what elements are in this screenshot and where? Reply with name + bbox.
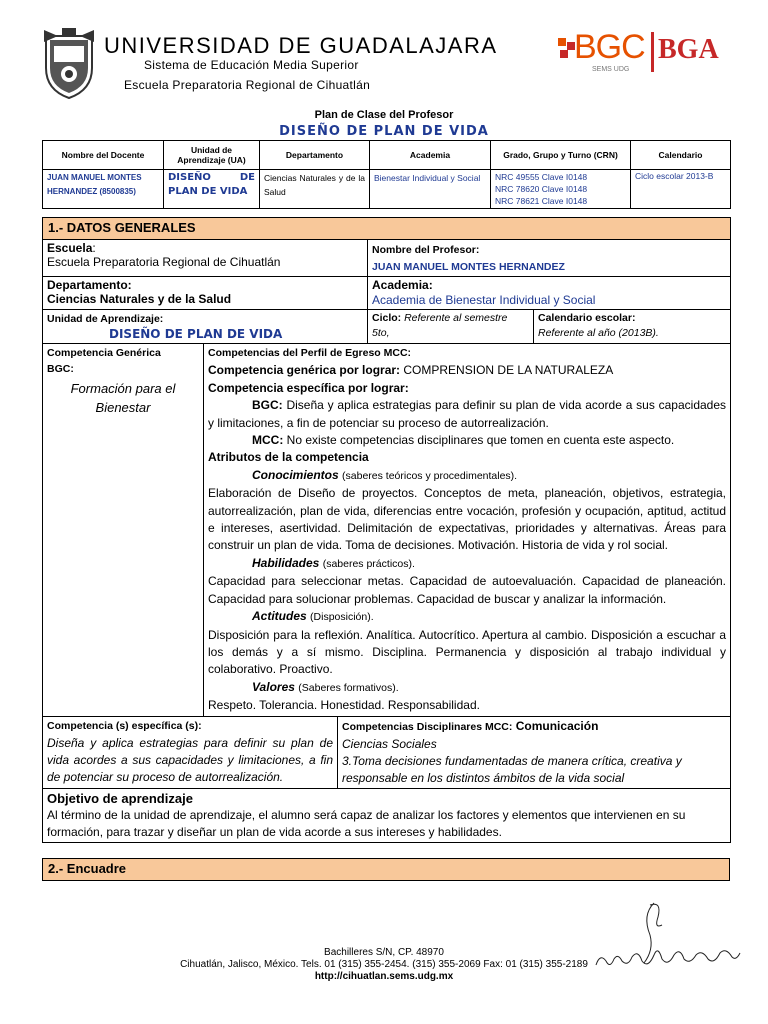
crn-item: NRC 78620 Clave I0148 <box>495 184 588 194</box>
habilidades-label: Habilidades <box>252 555 320 570</box>
disciplinares-value: Comunicación <box>515 718 599 733</box>
footer-url[interactable]: http://cihuatlan.sems.udg.mx <box>314 971 454 982</box>
mcc-text: No existe competencias disciplinares que tomen en cuenta este aspecto. <box>286 433 675 448</box>
bgc-logo <box>556 30 648 74</box>
generica-lograr-value: COMPRENSION DE LA NATURALEZA <box>403 363 614 378</box>
header-departamento: Departamento <box>260 141 370 170</box>
generica-lograr <box>208 362 726 379</box>
escuela-colon: : <box>92 241 96 255</box>
disciplinares-heading <box>342 718 726 736</box>
bgc-paragraph <box>208 397 726 432</box>
plan-title: Plan de Clase del Profesor <box>314 109 454 121</box>
sems-logo-text: SEMS UDG <box>592 66 630 73</box>
departamento-label: Departamento: <box>47 278 132 292</box>
actitudes-text: Disposición para la reflexión. Analítica. Autocrítico. Apertura al cambio. Disposición a escuchar a los demás y a sí mismo. Disciplina. Permanencia y disposición al trabajo individual y colaborativo. Proactivo. <box>208 627 727 677</box>
ciclo-label: Ciclo: <box>372 312 402 324</box>
ua-cell <box>43 310 368 344</box>
valores-heading <box>208 679 726 697</box>
university-name: UNIVERSIDAD DE GUADALAJARA <box>104 33 498 58</box>
calendario-cell <box>534 310 731 344</box>
escuela-cell <box>43 240 368 277</box>
academia-value: Academia de Bienestar Individual y Social <box>372 293 596 307</box>
escuela-label: Escuela <box>47 241 93 255</box>
habilidades-note: (saberes prácticos). <box>322 557 415 570</box>
crn-item: NRC 78621 Clave I0148 <box>495 196 588 206</box>
university-seal <box>40 26 98 100</box>
crn-item: NRC 49555 Clave I0148 <box>495 172 588 182</box>
especificas-label: Competencia (s) específica (s): <box>47 719 202 732</box>
objetivo-label: Objetivo de aprendizaje <box>47 790 193 806</box>
disciplinares-label: Competencias Disciplinares MCC: <box>342 720 513 733</box>
valores-label: Valores <box>252 679 295 694</box>
objetivo-text: Al término de la unidad de aprendizaje, el alumno será capaz de analizar los factores y elementos que intervienen en su formación, para trazar y diseñar un plan de vida acorde a sus intereses y habilidades. <box>47 807 686 839</box>
bgc-text: Diseña y aplica estrategias para definir su plan de vida acorde a sus capacidades y limitaciones, a fin de potenciar su proceso de autorrealización. <box>208 398 727 430</box>
perfil-egreso-cell <box>204 344 731 717</box>
academia-cell <box>368 277 731 310</box>
disciplinares-area: Ciencias Sociales <box>342 736 437 751</box>
encuadre-table <box>42 858 730 881</box>
academia-label: Academia: <box>372 278 433 292</box>
crn-list <box>491 170 631 209</box>
bgc-label: BGC: <box>252 398 283 413</box>
generica-value: Formación para el Bienestar <box>70 381 176 415</box>
ua-name: DISEÑO DE PLAN DE VIDA <box>164 170 260 209</box>
ciclo-value-2: 5to, <box>372 327 390 339</box>
ciclo-value: Referente al semestre <box>404 312 508 324</box>
profesor-label: Nombre del Profesor: <box>372 244 480 256</box>
conocimientos-heading <box>208 467 726 485</box>
especificas-cell <box>43 716 338 788</box>
actitudes-label: Actitudes <box>252 609 307 624</box>
header-calendario: Calendario <box>631 141 731 170</box>
ua-value: DISEÑO DE PLAN DE VIDA <box>109 327 283 341</box>
bga-logo <box>658 34 728 72</box>
conocimientos-label: Conocimientos <box>252 467 339 482</box>
generica-lograr-label: Competencia genérica por lograr: <box>208 363 401 378</box>
disciplinares-cell <box>338 716 731 788</box>
calendario-value: Ciclo escolar 2013-B <box>631 170 731 209</box>
header-crn: Grado, Grupo y Turno (CRN) <box>491 141 631 170</box>
academia-value: Bienestar Individual y Social <box>370 170 491 209</box>
calendario-label: Calendario escolar: <box>538 312 636 324</box>
conocimientos-text: Elaboración de Diseño de proyectos. Conceptos de meta, planeación, objetivos, estrategia, autorrealización, plan de vida, diferencias entre vocación, profesión y ocupación, aptitud, actitud e intereses, asertividad. Delimitación de expectativas, prioridades y alternativas. Áreas para construir un plan de vida. Toma de decisiones. Motivación. Historia de vida y rol social. <box>208 486 727 553</box>
atributos-label: Atributos de la competencia <box>208 450 369 465</box>
departamento-value: Ciencias Naturales y de la Salud <box>47 292 232 306</box>
section-title: 1.- DATOS GENERALES <box>43 218 731 240</box>
disciplinares-text: 3.Toma decisiones fundamentadas de manera crítica, creativa y responsable en los distintos ámbitos de la vida social <box>342 753 682 785</box>
school-subtitle: Escuela Preparatoria Regional de Cihuatlán <box>124 78 371 92</box>
bgc-logo-text: BGC <box>574 28 645 66</box>
mcc-paragraph <box>208 432 726 449</box>
departamento-value: Ciencias Naturales y de la Salud <box>260 170 370 209</box>
docente-name: JUAN MANUEL MONTES HERNANDEZ (8500835) <box>43 170 164 209</box>
logo-divider <box>651 32 654 72</box>
system-subtitle: Sistema de Educación Media Superior <box>144 58 359 72</box>
especificas-text: Diseña y aplica estrategias para definir su plan de vida acordes a sus capacidades y limitaciones, a fin de potenciar su proceso de autorrealización. <box>47 735 333 784</box>
conocimientos-note: (saberes teóricos y procedimentales). <box>342 469 518 482</box>
header-ua: Unidad de Aprendizaje (UA) <box>164 141 260 170</box>
actitudes-heading <box>208 608 726 626</box>
competencia-generica-cell <box>43 344 204 717</box>
encuadre-title: 2.- Encuadre <box>43 859 730 881</box>
header-academia: Academia <box>370 141 491 170</box>
habilidades-text: Capacidad para seleccionar metas. Capacidad de autoevaluación. Capacidad de planeación. Capacidad para solucionar problemas. Capacidad de buscar y analizar la información. <box>208 574 727 606</box>
calendario-value: Referente al año (2013B). <box>538 327 659 339</box>
valores-text: Respeto. Tolerancia. Honestidad. Responsabilidad. <box>208 698 480 713</box>
bga-logo-text: BGA <box>658 34 719 65</box>
ua-label: Unidad de Aprendizaje: <box>47 313 164 325</box>
generica-label: Competencia Genérica BGC: <box>47 347 161 375</box>
header-docente: Nombre del Docente <box>43 141 164 170</box>
actitudes-note: (Disposición). <box>310 611 374 624</box>
profesor-cell <box>368 240 731 277</box>
habilidades-heading <box>208 555 726 573</box>
puzzle-icon <box>556 36 576 66</box>
objetivo-cell <box>43 788 731 842</box>
plan-subtitle: DISEÑO DE PLAN DE VIDA <box>279 124 489 139</box>
especifica-lograr-label: Competencia específica por lograr: <box>208 380 409 395</box>
datos-generales-table <box>42 217 731 843</box>
profesor-value: JUAN MANUEL MONTES HERNANDEZ <box>372 261 565 273</box>
valores-note: (Saberes formativos). <box>298 681 399 694</box>
summary-table <box>42 140 731 209</box>
footer-contact: Cihuatlán, Jalisco, México. Tels. 01 (315) 355-2454. (315) 355-2069 Fax: 01 (315) 355-2189 <box>180 959 588 970</box>
escuela-value: Escuela Preparatoria Regional de Cihuatlán <box>47 255 281 269</box>
footer-address: Bachilleres S/N, CP. 48970 <box>324 947 444 958</box>
mcc-label: MCC: <box>252 433 284 448</box>
ciclo-cell <box>368 310 534 344</box>
departamento-cell <box>43 277 368 310</box>
footer <box>0 947 768 983</box>
perfil-label: Competencias del Perfil de Egreso MCC: <box>208 347 412 359</box>
